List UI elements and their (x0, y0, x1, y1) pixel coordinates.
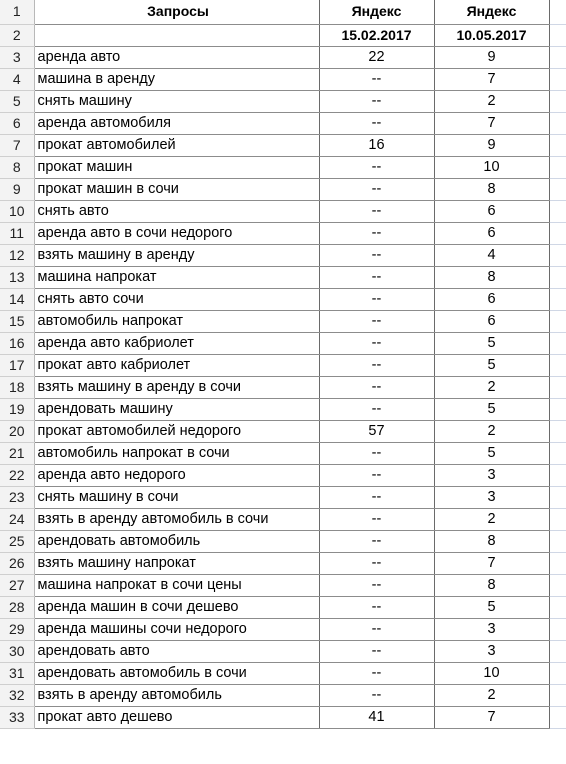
value-cell-date-1[interactable]: 22 (319, 46, 434, 68)
table-row (0, 134, 566, 156)
empty-cell[interactable] (549, 420, 566, 442)
empty-cell[interactable] (549, 310, 566, 332)
empty-cell[interactable] (549, 200, 566, 222)
query-cell[interactable]: взять в аренду автомобиль в сочи (34, 508, 319, 530)
empty-cell[interactable] (549, 464, 566, 486)
value-cell-date-1[interactable]: -- (319, 684, 434, 706)
empty-cell[interactable] (549, 640, 566, 662)
row-number[interactable]: 5 (0, 90, 34, 112)
row-number[interactable]: 26 (0, 552, 34, 574)
value-cell-date-2[interactable]: 6 (434, 200, 549, 222)
value-cell-date-2[interactable]: 5 (434, 596, 549, 618)
row-number[interactable]: 11 (0, 222, 34, 244)
row-number[interactable]: 13 (0, 266, 34, 288)
query-cell[interactable]: машина напрокат в сочи цены (34, 574, 319, 596)
header-row-1 (0, 0, 566, 24)
table-row (0, 46, 566, 68)
empty-cell[interactable] (549, 68, 566, 90)
value-cell-date-2[interactable]: 7 (434, 552, 549, 574)
empty-cell[interactable] (549, 288, 566, 310)
value-cell-date-2[interactable]: 3 (434, 464, 549, 486)
empty-cell[interactable] (549, 706, 566, 728)
query-cell[interactable]: прокат машин (34, 156, 319, 178)
value-cell-date-2[interactable]: 7 (434, 68, 549, 90)
table-row (0, 222, 566, 244)
value-cell-date-2[interactable]: 8 (434, 178, 549, 200)
value-cell-date-1[interactable]: 16 (319, 134, 434, 156)
row-number[interactable]: 25 (0, 530, 34, 552)
query-cell[interactable]: аренда машины сочи недорого (34, 618, 319, 640)
empty-cell[interactable] (549, 486, 566, 508)
row-number[interactable]: 21 (0, 442, 34, 464)
value-cell-date-1[interactable]: -- (319, 662, 434, 684)
empty-cell[interactable] (549, 178, 566, 200)
value-cell-date-2[interactable]: 10 (434, 662, 549, 684)
table-row (0, 552, 566, 574)
table-row (0, 354, 566, 376)
value-cell-date-1[interactable]: -- (319, 376, 434, 398)
empty-cell[interactable] (549, 376, 566, 398)
row-number[interactable]: 17 (0, 354, 34, 376)
value-cell-date-2[interactable]: 2 (434, 684, 549, 706)
query-cell[interactable]: снять машину в сочи (34, 486, 319, 508)
value-cell-date-1[interactable]: -- (319, 442, 434, 464)
value-cell-date-2[interactable]: 9 (434, 134, 549, 156)
query-cell[interactable]: арендовать автомобиль в сочи (34, 662, 319, 684)
empty-cell[interactable] (549, 0, 566, 24)
header-row-2 (0, 24, 566, 46)
empty-cell[interactable] (549, 662, 566, 684)
table-row (0, 332, 566, 354)
value-cell-date-2[interactable]: 9 (434, 46, 549, 68)
row-number[interactable]: 16 (0, 332, 34, 354)
row-number[interactable]: 9 (0, 178, 34, 200)
value-cell-date-2[interactable]: 3 (434, 486, 549, 508)
query-cell[interactable]: взять машину в аренду в сочи (34, 376, 319, 398)
table-row (0, 156, 566, 178)
row-number[interactable]: 4 (0, 68, 34, 90)
query-cell[interactable]: прокат автомобилей (34, 134, 319, 156)
table-row (0, 376, 566, 398)
row-number[interactable]: 7 (0, 134, 34, 156)
row-number[interactable]: 18 (0, 376, 34, 398)
row-number[interactable]: 8 (0, 156, 34, 178)
column-header-queries[interactable]: Запросы (34, 0, 319, 24)
value-cell-date-1[interactable]: 41 (319, 706, 434, 728)
row-number[interactable]: 15 (0, 310, 34, 332)
row-number[interactable]: 10 (0, 200, 34, 222)
column-header-engine-1[interactable]: Яндекс (319, 0, 434, 24)
query-cell[interactable]: прокат машин в сочи (34, 178, 319, 200)
value-cell-date-1[interactable]: -- (319, 112, 434, 134)
table-row (0, 530, 566, 552)
query-cell[interactable]: машина в аренду (34, 68, 319, 90)
value-cell-date-1[interactable]: -- (319, 640, 434, 662)
row-number[interactable]: 19 (0, 398, 34, 420)
empty-cell[interactable] (549, 508, 566, 530)
empty-cell[interactable] (549, 90, 566, 112)
value-cell-date-1[interactable]: -- (319, 332, 434, 354)
value-cell-date-2[interactable]: 4 (434, 244, 549, 266)
table-row (0, 178, 566, 200)
value-cell-date-1[interactable]: -- (319, 156, 434, 178)
table-row (0, 310, 566, 332)
value-cell-date-2[interactable]: 2 (434, 420, 549, 442)
empty-cell[interactable] (549, 574, 566, 596)
value-cell-date-2[interactable]: 8 (434, 530, 549, 552)
value-cell-date-1[interactable]: -- (319, 90, 434, 112)
table-row (0, 266, 566, 288)
query-cell[interactable]: аренда авто кабриолет (34, 332, 319, 354)
value-cell-date-2[interactable]: 5 (434, 332, 549, 354)
row-number[interactable]: 14 (0, 288, 34, 310)
empty-cell[interactable] (549, 156, 566, 178)
table-row (0, 288, 566, 310)
row-number[interactable]: 2 (0, 24, 34, 46)
column-header-date-1[interactable]: 15.02.2017 (319, 24, 434, 46)
table-row (0, 90, 566, 112)
empty-cell[interactable] (549, 134, 566, 156)
value-cell-date-1[interactable]: -- (319, 68, 434, 90)
value-cell-date-2[interactable]: 8 (434, 266, 549, 288)
value-cell-date-1[interactable]: -- (319, 354, 434, 376)
row-number[interactable]: 1 (0, 0, 34, 24)
query-cell[interactable]: аренда авто в сочи недорого (34, 222, 319, 244)
value-cell-date-2[interactable]: 10 (434, 156, 549, 178)
table-row (0, 200, 566, 222)
query-cell[interactable]: снять машину (34, 90, 319, 112)
table-row (0, 640, 566, 662)
value-cell-date-1[interactable]: -- (319, 530, 434, 552)
value-cell-date-2[interactable]: 5 (434, 398, 549, 420)
value-cell-date-2[interactable]: 5 (434, 442, 549, 464)
value-cell-date-1[interactable]: -- (319, 596, 434, 618)
table-row (0, 398, 566, 420)
query-cell[interactable]: арендовать авто (34, 640, 319, 662)
value-cell-date-1[interactable]: -- (319, 200, 434, 222)
value-cell-date-1[interactable]: -- (319, 574, 434, 596)
value-cell-date-1[interactable]: -- (319, 310, 434, 332)
value-cell-date-2[interactable]: 2 (434, 90, 549, 112)
empty-cell[interactable] (549, 442, 566, 464)
query-cell[interactable]: аренда авто (34, 46, 319, 68)
row-number[interactable]: 12 (0, 244, 34, 266)
row-number[interactable]: 31 (0, 662, 34, 684)
value-cell-date-2[interactable]: 2 (434, 508, 549, 530)
row-number[interactable]: 3 (0, 46, 34, 68)
row-number[interactable]: 22 (0, 464, 34, 486)
row-number[interactable]: 28 (0, 596, 34, 618)
empty-cell[interactable] (549, 332, 566, 354)
row-number[interactable]: 27 (0, 574, 34, 596)
query-cell[interactable]: аренда автомобиля (34, 112, 319, 134)
value-cell-date-1[interactable]: 57 (319, 420, 434, 442)
value-cell-date-1[interactable]: -- (319, 508, 434, 530)
query-cell[interactable]: машина напрокат (34, 266, 319, 288)
query-cell[interactable]: снять авто сочи (34, 288, 319, 310)
row-number[interactable]: 29 (0, 618, 34, 640)
value-cell-date-1[interactable]: -- (319, 222, 434, 244)
empty-cell[interactable] (549, 684, 566, 706)
query-cell[interactable]: прокат авто дешево (34, 706, 319, 728)
table-row (0, 618, 566, 640)
value-cell-date-2[interactable]: 3 (434, 640, 549, 662)
query-cell[interactable]: автомобиль напрокат в сочи (34, 442, 319, 464)
value-cell-date-2[interactable]: 3 (434, 618, 549, 640)
empty-cell[interactable] (34, 24, 319, 46)
column-header-date-2[interactable]: 10.05.2017 (434, 24, 549, 46)
query-cell[interactable]: арендовать машину (34, 398, 319, 420)
empty-cell[interactable] (549, 222, 566, 244)
value-cell-date-1[interactable]: -- (319, 178, 434, 200)
row-number[interactable]: 20 (0, 420, 34, 442)
value-cell-date-2[interactable]: 7 (434, 706, 549, 728)
query-cell[interactable]: автомобиль напрокат (34, 310, 319, 332)
value-cell-date-1[interactable]: -- (319, 244, 434, 266)
empty-cell[interactable] (549, 398, 566, 420)
value-cell-date-2[interactable]: 8 (434, 574, 549, 596)
empty-cell[interactable] (549, 530, 566, 552)
row-number[interactable]: 23 (0, 486, 34, 508)
empty-cell[interactable] (549, 46, 566, 68)
value-cell-date-2[interactable]: 5 (434, 354, 549, 376)
table-row (0, 596, 566, 618)
empty-cell[interactable] (549, 552, 566, 574)
empty-cell[interactable] (549, 354, 566, 376)
value-cell-date-2[interactable]: 6 (434, 222, 549, 244)
query-cell[interactable]: взять машину в аренду (34, 244, 319, 266)
query-cell[interactable]: взять машину напрокат (34, 552, 319, 574)
empty-cell[interactable] (549, 266, 566, 288)
value-cell-date-1[interactable]: -- (319, 464, 434, 486)
column-header-engine-2[interactable]: Яндекс (434, 0, 549, 24)
value-cell-date-1[interactable]: -- (319, 486, 434, 508)
table-row (0, 244, 566, 266)
table-row (0, 684, 566, 706)
value-cell-date-1[interactable]: -- (319, 266, 434, 288)
query-cell[interactable]: аренда авто недорого (34, 464, 319, 486)
table-row (0, 662, 566, 684)
value-cell-date-1[interactable]: -- (319, 618, 434, 640)
table-row (0, 464, 566, 486)
row-number[interactable]: 6 (0, 112, 34, 134)
empty-cell[interactable] (549, 596, 566, 618)
value-cell-date-1[interactable]: -- (319, 288, 434, 310)
query-cell[interactable]: прокат автомобилей недорого (34, 420, 319, 442)
empty-cell[interactable] (549, 618, 566, 640)
table-row (0, 574, 566, 596)
value-cell-date-2[interactable]: 2 (434, 376, 549, 398)
table-row (0, 442, 566, 464)
row-number[interactable]: 33 (0, 706, 34, 728)
query-cell[interactable]: взять в аренду автомобиль (34, 684, 319, 706)
table-row (0, 68, 566, 90)
row-number[interactable]: 24 (0, 508, 34, 530)
empty-cell[interactable] (549, 244, 566, 266)
value-cell-date-2[interactable]: 7 (434, 112, 549, 134)
table-row (0, 706, 566, 728)
row-number[interactable]: 30 (0, 640, 34, 662)
query-cell[interactable]: аренда машин в сочи дешево (34, 596, 319, 618)
query-cell[interactable]: прокат авто кабриолет (34, 354, 319, 376)
value-cell-date-1[interactable]: -- (319, 552, 434, 574)
empty-cell[interactable] (549, 24, 566, 46)
value-cell-date-1[interactable]: -- (319, 398, 434, 420)
table-row (0, 420, 566, 442)
empty-cell[interactable] (549, 112, 566, 134)
table-row (0, 112, 566, 134)
row-number[interactable]: 32 (0, 684, 34, 706)
table-row (0, 486, 566, 508)
value-cell-date-2[interactable]: 6 (434, 310, 549, 332)
table-row (0, 508, 566, 530)
query-cell[interactable]: снять авто (34, 200, 319, 222)
query-cell[interactable]: арендовать автомобиль (34, 530, 319, 552)
value-cell-date-2[interactable]: 6 (434, 288, 549, 310)
